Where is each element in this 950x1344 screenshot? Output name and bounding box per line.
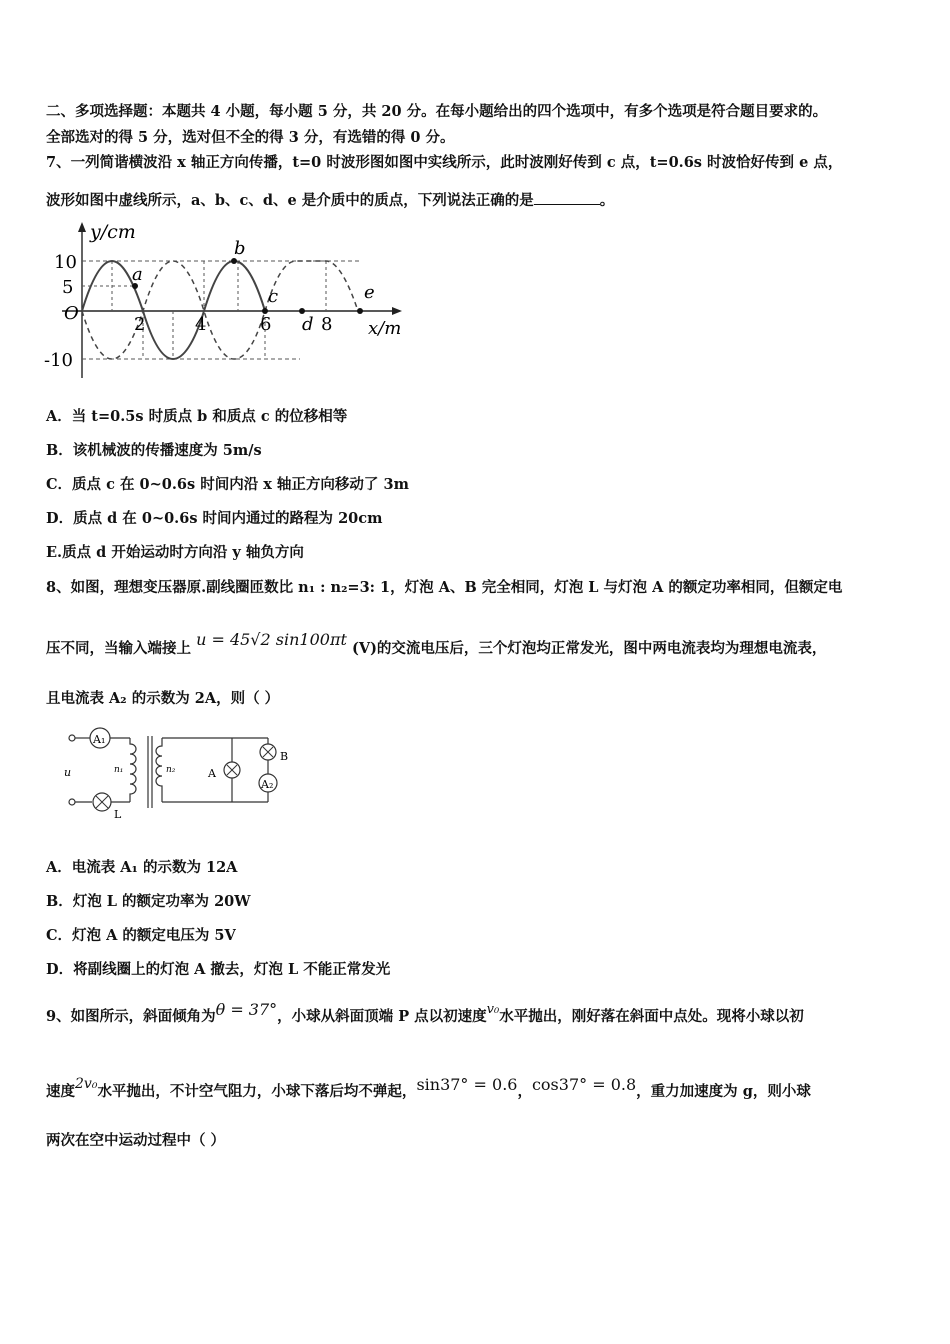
q9-stem-line2	[46, 1075, 811, 1102]
point-a-label: a	[132, 264, 143, 285]
lamp-l-label: L	[114, 808, 122, 821]
answer-blank	[534, 190, 600, 205]
q7-stem-line1: 7、一列简谐横波沿 x 轴正方向传播，t=0 时波形图如图中实线所示，此时波刚好传到 c 点，t=0.6s 时波恰好传到 e 点，	[46, 154, 843, 171]
q7-stem-line2-end: 。	[599, 192, 615, 209]
label-n1: n₁	[114, 765, 124, 775]
terminal-bottom	[69, 799, 75, 805]
q8-option-b: B．灯泡 L 的额定功率为 20W	[46, 893, 251, 910]
q7-option-e: E.质点 d 开始运动时方向沿 y 轴负方向	[46, 544, 304, 561]
y-tick-10: 10	[54, 252, 77, 273]
q7-stem-line2	[46, 190, 614, 211]
lamp-b-label: B	[280, 750, 289, 763]
q9-sin-formula: sin37° = 0.6	[416, 1075, 518, 1094]
q9-line2-mid: 水平抛出，不计空气阻力，小球下落后均不弹起，	[97, 1083, 417, 1100]
q9-line2-pre: 速度	[46, 1083, 75, 1100]
q9-line1-mid: ，小球从斜面顶端 P 点以初速度	[277, 1008, 487, 1025]
y-axis-arrow	[78, 222, 86, 232]
ammeter-a2-label: A₂	[261, 778, 274, 791]
q8-option-d: D．将副线圈上的灯泡 A 撤去，灯泡 L 不能正常发光	[46, 961, 391, 978]
x-tick-4: 4	[195, 314, 207, 335]
y-tick-5: 5	[62, 277, 74, 298]
transformer-circuit	[62, 722, 302, 822]
point-e-label: e	[364, 282, 375, 303]
q7-option-b: B．该机械波的传播速度为 5m/s	[46, 442, 262, 459]
secondary-coil	[156, 738, 162, 802]
x-axis-arrow	[392, 307, 402, 315]
q8-stem-line3: 且电流表 A₂ 的示数为 2A，则（ ）	[46, 690, 280, 707]
x-tick-8: 8	[321, 314, 333, 335]
q9-v0-formula: v₀	[486, 1002, 500, 1017]
q9-stem-line3: 两次在空中运动过程中（ ）	[46, 1132, 226, 1149]
q9-line2-sep: ，	[517, 1083, 532, 1100]
section-header-line1: 二、多项选择题：本题共 4 小题，每小题 5 分，共 20 分。在每小题给出的四个选项中，有多个选项是符合题目要求的。	[46, 103, 828, 120]
q8-voltage-formula: u = 45√2 sin100πt	[196, 630, 347, 649]
section-header-line2: 全部选对的得 5 分，选对但不全的得 3 分，有选错的得 0 分。	[46, 129, 455, 146]
x-axis-label: x/m	[368, 318, 402, 339]
q9-line1-post: 水平抛出，刚好落在斜面中点处。现将小球以初	[499, 1008, 804, 1025]
label-n2: n₂	[166, 765, 176, 775]
q8-option-a: A．电流表 A₁ 的示数为 12A	[46, 859, 238, 876]
x-tick-2: 2	[134, 314, 146, 335]
label-u: u	[64, 766, 72, 779]
q8-stem-line2-pre: 压不同，当输入端接上	[46, 640, 191, 657]
q8-option-c: C．灯泡 A 的额定电压为 5V	[46, 927, 236, 944]
wave-graph	[40, 218, 430, 383]
ammeter-a1-label: A₁	[93, 733, 106, 746]
x-tick-6: 6	[260, 314, 272, 335]
y-axis-label: y/cm	[90, 221, 136, 243]
q7-stem-line2-text: 波形如图中虚线所示，a、b、c、d、e 是介质中的质点，下列说法正确的是	[46, 192, 534, 209]
primary-coil	[130, 738, 136, 802]
q9-line2-post: ，重力加速度为 g，则小球	[636, 1083, 811, 1100]
q9-stem-line1	[46, 1000, 804, 1028]
q7-option-d: D．质点 d 在 0~0.6s 时间内通过的路程为 20cm	[46, 510, 383, 527]
q9-2v0-formula: 2v₀	[75, 1076, 98, 1092]
terminal-top	[69, 735, 75, 741]
q7-option-c: C．质点 c 在 0~0.6s 时间内沿 x 轴正方向移动了 3m	[46, 476, 409, 493]
q8-stem-line1: 8、如图，理想变压器原.副线圈匝数比 n₁ : n₂=3: 1，灯泡 A、B 完全相同，灯泡 L 与灯泡 A 的额定功率相同，但额定电	[46, 579, 843, 596]
origin-label: O	[64, 303, 79, 324]
q9-cos-formula: cos37° = 0.8	[531, 1075, 637, 1094]
q8-stem-line2	[46, 630, 827, 659]
point-c-label: c	[268, 286, 279, 307]
point-b-label: b	[234, 238, 246, 259]
point-e-marker	[357, 308, 363, 314]
q7-option-a: A．当 t=0.5s 时质点 b 和质点 c 的位移相等	[46, 408, 348, 425]
q9-line1-pre: 9、如图所示，斜面倾角为	[46, 1008, 216, 1025]
point-d-label: d	[302, 314, 314, 335]
dashed-wave	[82, 261, 358, 359]
q8-stem-line2-post: (V)的交流电压后，三个灯泡均正常发光，图中两电流表均为理想电流表，	[351, 640, 827, 657]
q9-angle-formula: θ = 37°	[215, 1000, 278, 1019]
y-tick-neg10: -10	[44, 350, 73, 371]
lamp-a-label: A	[208, 767, 216, 780]
